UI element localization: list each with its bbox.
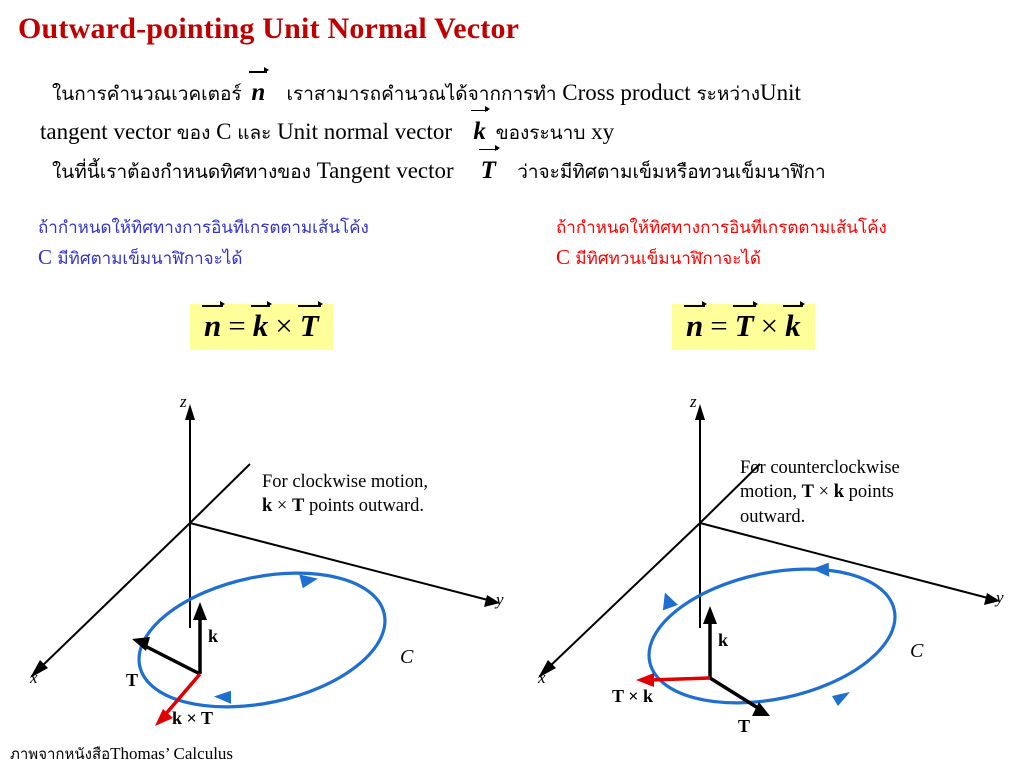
figure-ccw-caption-T: T bbox=[801, 482, 815, 503]
page-title: Outward-pointing Unit Normal Vector bbox=[18, 12, 520, 45]
figure-clockwise-label-kxT-k: k bbox=[172, 708, 183, 728]
formula-n-equals-k-cross-t bbox=[190, 304, 333, 350]
formula-right-equals: = bbox=[710, 308, 728, 343]
paragraph-line2-part-c: C bbox=[216, 118, 232, 144]
figure-clockwise-label-C: C bbox=[400, 646, 414, 668]
paragraph-line2-part-f: ของระนาบ bbox=[495, 121, 586, 144]
paragraph-line3-part-c: ว่าจะมีทิศตามเข็มหรือทวนเข็มนาฬิกา bbox=[517, 160, 826, 183]
figure-ccw-label-Txk-T: T bbox=[612, 686, 624, 706]
figure-clockwise-caption-k: k bbox=[262, 496, 273, 517]
note-clockwise-curve-c: C bbox=[38, 244, 53, 269]
figure-ccw-axis-y-label: y bbox=[996, 588, 1004, 607]
note-counterclockwise bbox=[556, 216, 887, 273]
paragraph-line1-part-a: ในการคำนวณเวคเตอร์ bbox=[52, 83, 242, 105]
figure-ccw-caption-k: k bbox=[833, 482, 844, 503]
formula-left-times: × bbox=[275, 308, 293, 343]
note-counterclockwise-line2: มีทิศทวนเข็มนาฬิกาจะได้ bbox=[575, 248, 761, 269]
image-credit-book: Thomas’ Calculus bbox=[110, 744, 234, 763]
figure-ccw-caption-times: × bbox=[814, 482, 834, 503]
paragraph-line1-cross-product: Cross product bbox=[562, 80, 691, 105]
figure-ccw-caption-motion: motion, bbox=[740, 482, 802, 503]
figure-ccw-caption-line3: outward. bbox=[740, 506, 806, 527]
figure-ccw-axis-x-label: x bbox=[538, 668, 546, 687]
formula-right-n: n bbox=[682, 308, 707, 344]
figure-ccw-caption-points: points bbox=[844, 482, 894, 503]
note-counterclockwise-curve-c: C bbox=[556, 244, 571, 269]
figure-ccw-axis-z-label: z bbox=[690, 392, 697, 411]
formula-right-k: k bbox=[781, 308, 805, 344]
paragraph-line1-part-e: Unit bbox=[760, 80, 801, 105]
figure-clockwise-axis-y-label: y bbox=[496, 590, 504, 609]
figure-ccw-label-k: k bbox=[718, 630, 729, 650]
paragraph-line3-part-b: Tangent vector bbox=[316, 157, 454, 183]
formula-right-T: T bbox=[731, 308, 758, 344]
paragraph-line2-part-d: และ bbox=[237, 121, 272, 144]
note-counterclockwise-line1: ถ้ากำหนดให้ทิศทางการอินทีเกรตตามเส้นโค้ง bbox=[556, 218, 887, 238]
paragraph-line2-part-a: tangent vector bbox=[40, 118, 171, 144]
paragraph-line2-part-g: xy bbox=[591, 118, 615, 144]
paragraph-line2-part-b: ของ bbox=[176, 121, 211, 144]
figure-ccw-label-Txk bbox=[612, 686, 653, 707]
figure-ccw-label-Txk-times: × bbox=[623, 686, 643, 706]
figure-clockwise-label-T: T bbox=[126, 670, 139, 690]
paragraph-line2-part-e: Unit normal vector bbox=[277, 118, 453, 144]
note-clockwise-line1: ถ้ากำหนดให้ทิศทางการอินทีเกรตตามเส้นโค้ง bbox=[38, 218, 369, 238]
paragraph-line1-part-b: เราสามารถคำนวณได้จากการทำ bbox=[286, 83, 557, 105]
figure-clockwise-label-kxT-times: × bbox=[182, 708, 201, 728]
vector-n-inline: n bbox=[247, 74, 269, 113]
note-clockwise-line2: มีทิศตามเข็มนาฬิกาจะได้ bbox=[57, 248, 243, 269]
figure-clockwise-caption-T: T bbox=[291, 496, 305, 517]
figure-clockwise-label-k: k bbox=[208, 626, 219, 646]
intro-paragraph bbox=[40, 74, 1000, 190]
formula-right-times: × bbox=[760, 308, 779, 343]
figure-clockwise-label-kxT bbox=[172, 708, 213, 729]
figure-counterclockwise-graphic bbox=[500, 378, 1012, 738]
image-credit bbox=[10, 742, 233, 766]
figure-clockwise-label-kxT-T: T bbox=[200, 708, 213, 728]
figure-clockwise-caption-line1: For clockwise motion, bbox=[262, 472, 428, 492]
figure-ccw-label-Txk-k: k bbox=[642, 686, 653, 706]
formula-left-T: T bbox=[296, 308, 323, 344]
figure-clockwise-graphic bbox=[0, 378, 512, 738]
note-clockwise bbox=[38, 216, 369, 273]
vector-k-inline: k bbox=[469, 113, 490, 152]
figure-ccw-label-T: T bbox=[738, 716, 751, 736]
figure-ccw-caption-line1: For counterclockwise bbox=[740, 458, 900, 478]
vector-T-inline: T bbox=[477, 152, 500, 191]
figure-clockwise-axis-z-label: z bbox=[180, 392, 187, 411]
image-credit-thai: ภาพจากหนังสือ bbox=[10, 745, 111, 763]
formula-n-equals-t-cross-k bbox=[672, 304, 815, 350]
formula-left-n: n bbox=[200, 308, 225, 344]
figure-counterclockwise bbox=[500, 378, 1012, 738]
figure-clockwise-axis-x-label: x bbox=[30, 668, 38, 687]
formula-left-k: k bbox=[249, 308, 273, 344]
figure-ccw-label-C: C bbox=[910, 640, 924, 662]
figure-clockwise-caption bbox=[262, 470, 428, 519]
figure-clockwise-caption-times: × bbox=[272, 496, 292, 517]
figure-clockwise bbox=[0, 378, 512, 738]
paragraph-line1-part-d: ระหว่าง bbox=[696, 83, 761, 105]
figure-clockwise-caption-rest: points outward. bbox=[304, 496, 425, 517]
formula-left-equals: = bbox=[228, 308, 246, 343]
figure-counterclockwise-caption bbox=[740, 456, 900, 529]
paragraph-line3-part-a: ในที่นี้เราต้องกำหนดทิศทางของ bbox=[52, 160, 311, 183]
